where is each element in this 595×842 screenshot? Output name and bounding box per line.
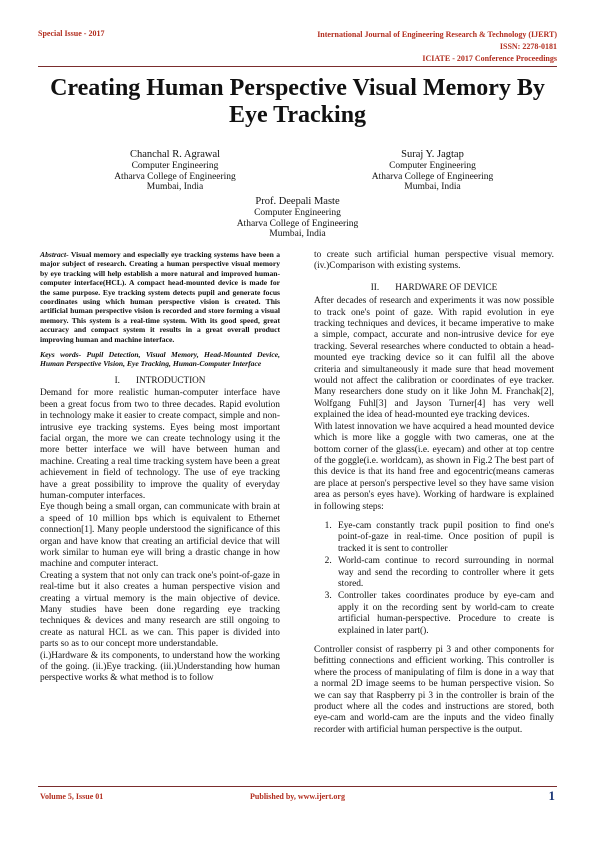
author-college: Atharva College of Engineering: [114, 171, 236, 182]
paragraph: Creating a system that not only can track one's point-of-gaze in real-time but it also creates a human perspective vision and creating a virtual memory is the main objective of device. Many studies have been done regarding eye tracking techniques & devices and many research are still ongoing to create as natural HCL as we can. This paper is divided into parts so as to our concept more understandable.: [40, 570, 280, 650]
paragraph: With latest innovation we have acquired a head mounted device which is more like a goggle with two cameras, one at the bottom corner of the glass(i.e. eyecam) and other at top centre of the goggle(i.e. worldcam), as shown in Fig.2 The best part of this device is that its hand free and egocentric(means cameras are place at person's perspective level so they have same vision area as person's eyes have). Working of hardware is explained in following steps:: [314, 421, 554, 512]
author-name: Prof. Deepali Maste: [255, 196, 340, 207]
conference-name: ICIATE - 2017 Conference Proceedings: [422, 54, 557, 63]
abstract-text: Visual memory and especially eye tracking systems have been a major subject of research. Creating a human perspective visual memory by eye tracking will help establish a more natural and improved human-computer interface(HCL). A compact head-mounted device is made for the same purpose. Eye tracking system detects pupil and generate focus coordinates using which human perspective vision is created. This artificial human perspective vision is recorded and store forming a visual memory. This system is a real-time system. With its good speed, great accuracy and compact system it results in a great overall product improving human and machine interface.: [40, 250, 280, 344]
author-college: Atharva College of Engineering: [371, 171, 494, 182]
hardware-steps-list: [314, 521, 554, 637]
author-college: Atharva College of Engineering: [236, 218, 359, 229]
paragraph: (i.)Hardware & its components, to understand how the working of the going. (ii.)Eye tracking. (iii.)Understanding how human perspective works & what method is to follow: [40, 650, 280, 684]
section-heading-hardware: II. HARDWARE OF DEVICE: [370, 281, 498, 292]
left-column: [40, 250, 280, 685]
paragraph: Controller consist of raspberry pi 3 and other components for befitting connections and efficient working. This controller is where the process of manipulating of film is done in a way that a normal 2D image seems to be human perspective vision. So we can say that Raspberry pi 3 in the controller is brain of the product where all the codes and instructions are stored, both eye-cam and world-cam are the inputs and the video finally recorder with artificial human perspective is the output.: [314, 645, 554, 735]
journal-name: International Journal of Engineering Research & Technology (IJERT): [317, 30, 557, 39]
paragraph: After decades of research and experiments it was now possible to track one's point of gaze. With rapid evolution in eye tracking techniques and devices, it became imperative to make a simple, compact, accurate and non-intrusive device for eye tracking. Several researches where conducted to obtain a head-mounted eye tracking device so it can fulfil all the above criteria and simultaneously it made sure that head movement would not affect the calibration or coordinates of eye tracker. Many researchers done study on it like John M. Franchak[2], Wolfgang Fuhl[3] and Jayson Turner[4] has very well explained the idea of head-mounted eye tracking devices.: [314, 296, 554, 421]
author-block-3: [200, 195, 395, 240]
abstract-label: Abstract-: [40, 250, 69, 259]
volume-issue: Volume 5, Issue 01: [40, 792, 104, 801]
author-city: Mumbai, India: [269, 229, 326, 239]
paragraph: to create such artificial human perspective visual memory. (iv.)Comparison with existing systems.: [314, 250, 554, 272]
author-dept: Computer Engineering: [131, 161, 219, 171]
publisher: Published by, www.ijert.org: [250, 792, 345, 801]
author-name: Suraj Y. Jagtap: [401, 149, 464, 160]
paragraph: Demand for more realistic human-computer interface have been a great focus from two to three decades. Rapid evolution in technology make it easier to create compact, simple and non-intrusive eye tracking systems. Eyes being most important facial organ, the more we can create technology using it the more better interface we will have between human and machine. Creating a real time tracking system have been a great achievement in field of technology. The use of eye tracking have a great possibility to improve the quality of everyday human-computer interfaces.: [40, 388, 280, 501]
author-block-1: [90, 148, 260, 193]
right-column: [314, 250, 554, 736]
paper-title: Creating Human Perspective Visual Memory By Eye Tracking: [50, 75, 545, 128]
author-city: Mumbai, India: [404, 182, 461, 192]
footer-divider: [38, 786, 557, 787]
keywords: Keys words- Pupil Detection, Visual Memory, Head-Mounted Device, Human Perspective Vision, Eye Tracking, Human-Computer Interface: [40, 350, 280, 369]
header-divider: [38, 66, 557, 67]
special-issue-label: Special Issue - 2017: [38, 29, 105, 38]
journal-header: [317, 29, 557, 65]
author-city: Mumbai, India: [146, 182, 204, 192]
list-item: 2. World-cam continue to record surrounding in normal way and send the recording to controller where it gets stored.: [334, 556, 554, 590]
author-name: Chanchal R. Agrawal: [129, 149, 221, 160]
section-heading-introduction: I. INTRODUCTION: [114, 374, 206, 385]
list-item: 1. Eye-cam constantly track pupil position to find one's point-of-gaze in real-time. Once position of pupil is tracked it is sent to controller: [334, 521, 554, 555]
abstract: [40, 250, 280, 344]
author-dept: Computer Engineering: [254, 208, 341, 218]
author-dept: Computer Engineering: [389, 161, 476, 171]
page-number: 1: [548, 788, 555, 803]
paragraph: Eye though being a small organ, can communicate with brain at a speed of 10 million bps which is equivalent to Ethernet connection[1]. Many people understood the significance of this organ and have know that creating an artificial device that will work similar to human eye will bring a drastic change in how machine and computer interact.: [40, 502, 280, 570]
list-item: 3. Controller takes coordinates produce by eye-cam and apply it on the recording sent by world-cam to create artificial human-perspective. Procedure to create is explained in later part().: [334, 591, 554, 637]
issn: ISSN: 2278-0181: [499, 42, 557, 51]
author-block-2: [340, 148, 525, 193]
